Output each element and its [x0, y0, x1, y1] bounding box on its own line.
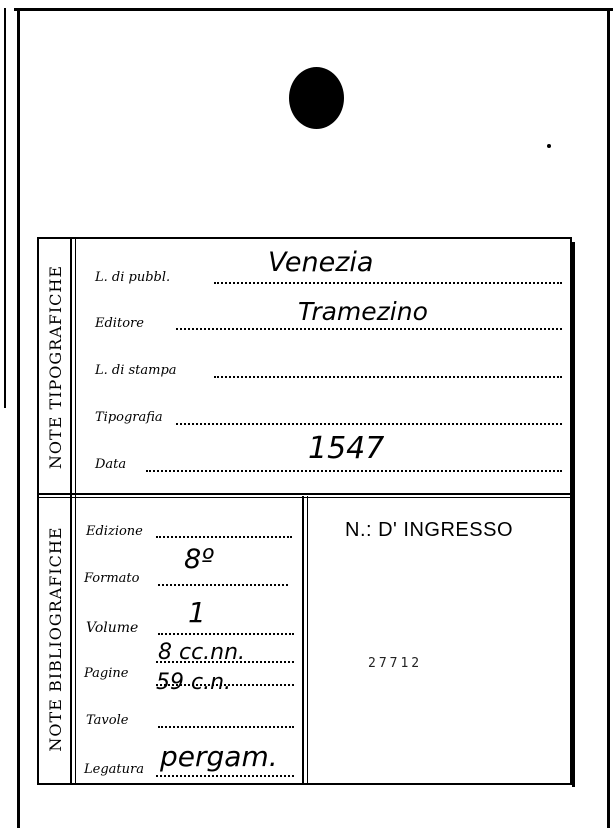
place-dotted-line: [214, 282, 562, 284]
plates-label: Tavole: [86, 713, 129, 728]
card-top-edge: [14, 8, 613, 11]
date-label: Data: [95, 457, 127, 472]
card-outer-left-edge: [4, 8, 6, 408]
accession-divider-inner: [307, 496, 308, 784]
accession-divider: [302, 496, 304, 784]
section-divider: [38, 493, 572, 495]
format-label: Formato: [84, 571, 140, 586]
binding-label: Legatura: [84, 762, 144, 777]
bibliographic-notes-title: NOTE BIBLIOGRAFICHE: [46, 526, 65, 752]
printer-dotted-line: [176, 423, 562, 425]
volume-dotted-line: [158, 633, 294, 635]
printing-place-label: L. di stampa: [95, 363, 177, 378]
accession-label: N.: D' INGRESSO: [345, 519, 514, 541]
section-divider-inner: [38, 497, 572, 498]
form-frame-shadow: [572, 242, 575, 787]
card-right-edge: [607, 8, 610, 828]
binding-dotted-line: [156, 775, 294, 777]
date-dotted-line: [146, 470, 562, 472]
volume-value: 1: [188, 596, 206, 629]
column-divider-left: [70, 238, 72, 784]
speck: [547, 144, 551, 148]
binding-value: pergam.: [160, 740, 278, 773]
printing-place-dotted-line: [214, 376, 562, 378]
punch-hole: [289, 67, 344, 129]
format-dotted-line: [158, 584, 288, 586]
pages-label: Pagine: [84, 666, 129, 681]
place-value: Venezia: [268, 247, 374, 278]
plates-dotted-line: [158, 726, 294, 728]
edition-dotted-line: [156, 536, 292, 538]
edition-label: Edizione: [86, 524, 143, 539]
typographic-notes-title: NOTE TIPOGRAFICHE: [46, 264, 65, 470]
pages-value-2: 59 c.n.: [156, 670, 232, 695]
place-label: L. di pubbl.: [95, 270, 171, 285]
format-value: 8º: [184, 544, 214, 575]
card-left-edge: [17, 8, 20, 828]
date-value: 1547: [308, 431, 385, 466]
pages-value-1: 8 cc.nn.: [158, 640, 246, 665]
publisher-value: Tramezino: [298, 297, 428, 326]
publisher-label: Editore: [95, 316, 144, 331]
column-divider-left-inner: [75, 238, 76, 784]
printer-label: Tipografia: [95, 410, 163, 425]
accession-number: 27712: [368, 656, 423, 671]
volume-label: Volume: [86, 620, 139, 636]
publisher-dotted-line: [176, 328, 562, 330]
